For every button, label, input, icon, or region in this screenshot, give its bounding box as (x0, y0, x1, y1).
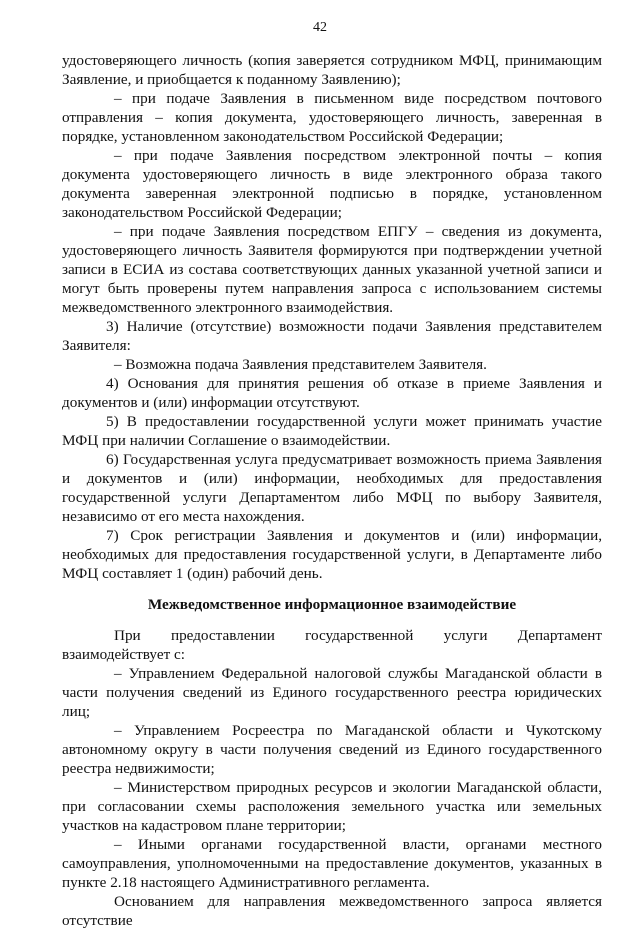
paragraph: удостоверяющего личность (копия заверяется сотрудником МФЦ, принимающим Заявление, и приобщается к поданному Заявлению); (62, 52, 602, 88)
list-item-ministry: – Министерством природных ресурсов и экологии Магаданской области, при согласовании схемы расположения земельного участка или земельных участков на кадастровом плане территории; (62, 779, 602, 834)
page-number: 42 (313, 20, 327, 35)
section-heading: Межведомственное информационное взаимодействие (147, 596, 517, 613)
numbered-item-7: 7) Срок регистрации Заявления и документов и (или) информации, необходимых для предоставления государственной услуги, в Департаменте либо МФЦ составляет 1 (один) рабочий день. (62, 527, 602, 582)
list-item-representative: – Возможна подача Заявления представителем Заявителя. (114, 356, 487, 373)
list-item-email: – при подаче Заявления посредством электронной почты – копия документа удостоверяющего личность в виде электронного образа такого документа заверенная электронной подписью в порядке, установленном законодательством Российской Федерации; (62, 147, 602, 221)
list-item-rosreestr: – Управлением Росреестра по Магаданской области и Чукотскому автономному округу в части получения сведений из Единого государственного реестра недвижимости; (62, 722, 602, 777)
numbered-item-3: 3) Наличие (отсутствие) возможности подачи Заявления представителем Заявителя: (62, 318, 602, 354)
numbered-item-4: 4) Основания для принятия решения об отказе в приеме Заявления и документов и (или) информации отсутствуют. (62, 375, 602, 411)
document-body (62, 51, 602, 930)
numbered-item-5: 5) В предоставлении государственной услуги может принимать участие МФЦ при наличии Соглашение о взаимодействии. (62, 413, 602, 449)
numbered-item-6: 6) Государственная услуга предусматривает возможность приема Заявления и документов и (или) информации, необходимых для предоставления государственной услуги Департаментом либо МФЦ по выбору Заявителя, независимо от его места нахождения. (62, 451, 602, 525)
list-item-tax-service: – Управлением Федеральной налоговой службы Магаданской области в части получения сведений из Единого государственного реестра юридических лиц; (62, 665, 602, 720)
list-item-epgu: – при подаче Заявления посредством ЕПГУ – сведения из документа, удостоверяющего личность Заявителя формируются при подтверждении учетной записи в ЕСИА из состава соответствующих данных указанной учетной записи и могут быть проверены путем направления запроса с использованием системы межведомственного электронного взаимодействия. (62, 223, 602, 316)
paragraph-intro: При предоставлении государственной услуги Департамент взаимодействует с: (62, 627, 602, 663)
list-item-postal: – при подаче Заявления в письменном виде посредством почтового отправления – копия документа, удостоверяющего личность, заверенная в порядке, установленном законодательством Российской Федерации; (62, 90, 602, 145)
paragraph-basis: Основанием для направления межведомственного запроса является отсутствие (62, 893, 602, 929)
list-item-other-bodies: – Иными органами государственной власти, органами местного самоуправления, уполномоченными на предоставление документов, указанных в пункте 2.18 настоящего Административного регламента. (62, 836, 602, 891)
